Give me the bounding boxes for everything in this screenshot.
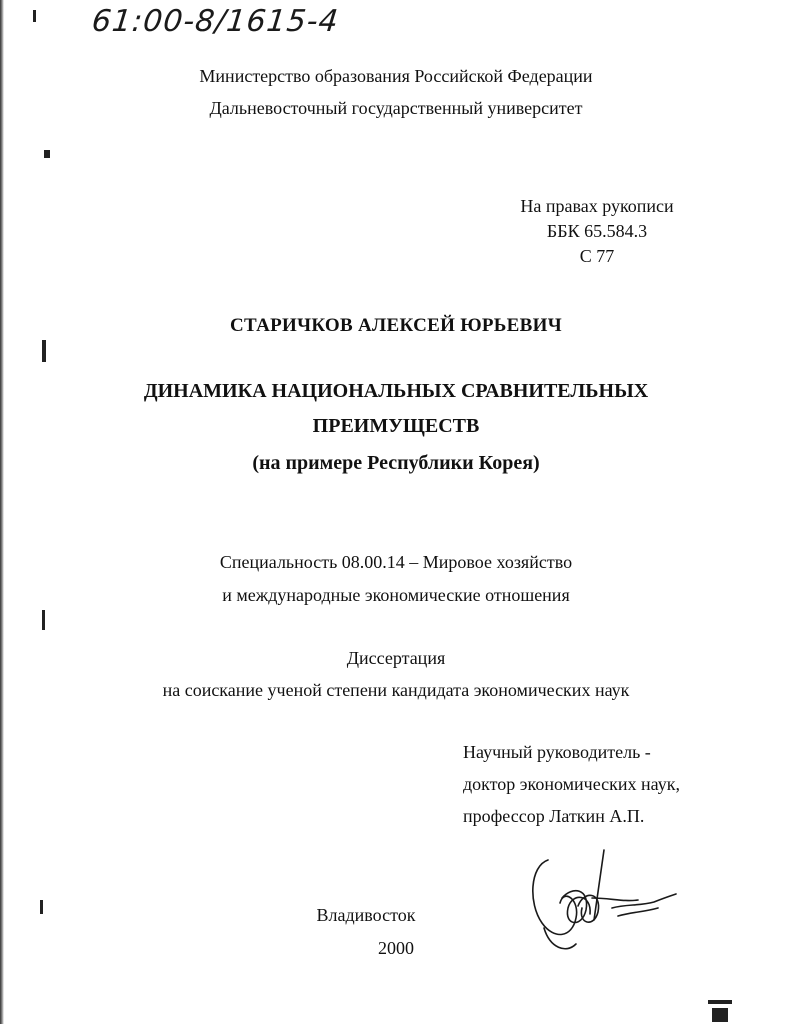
year: 2000 <box>378 938 414 958</box>
archive-code: 61:00-8/1615-4 <box>90 4 341 39</box>
city: Владивосток <box>316 905 416 925</box>
rights-notice: На правах рукописи <box>520 196 674 216</box>
advisor-degree: доктор экономических наук, <box>463 774 680 794</box>
dissertation-label: Диссертация <box>346 648 446 668</box>
author-name: СТАРИЧКОВ АЛЕКСЕЙ ЮРЬЕВИЧ <box>230 315 562 336</box>
degree-line: на соискание ученой степени кандидата экономических наук <box>162 680 630 700</box>
dissertation-title-line2: ПРЕИМУЩЕСТВ <box>312 415 480 437</box>
scan-mark <box>44 150 50 158</box>
scan-mark <box>42 610 45 630</box>
university-name: Дальневосточный государственный университет <box>209 98 583 118</box>
dissertation-subtitle: (на примере Республики Корея) <box>252 452 540 474</box>
specialty-line1: Специальность 08.00.14 – Мировое хозяйство <box>219 552 573 572</box>
bbk-code: ББК 65.584.3 <box>546 221 648 241</box>
advisor-name: профессор Латкин А.П. <box>463 806 645 826</box>
scan-mark <box>708 1000 732 1004</box>
ministry-name: Министерство образования Российской Федерации <box>199 66 593 86</box>
dissertation-title-line1: ДИНАМИКА НАЦИОНАЛЬНЫХ СРАВНИТЕЛЬНЫХ <box>143 380 649 402</box>
scan-mark <box>712 1008 728 1022</box>
scan-mark <box>42 340 46 362</box>
scan-mark <box>33 10 36 22</box>
specialty-line2: и международные экономические отношения <box>222 585 570 605</box>
scan-edge <box>0 0 4 1024</box>
udc-code: С 77 <box>579 246 615 266</box>
advisor-role: Научный руководитель - <box>463 742 651 762</box>
